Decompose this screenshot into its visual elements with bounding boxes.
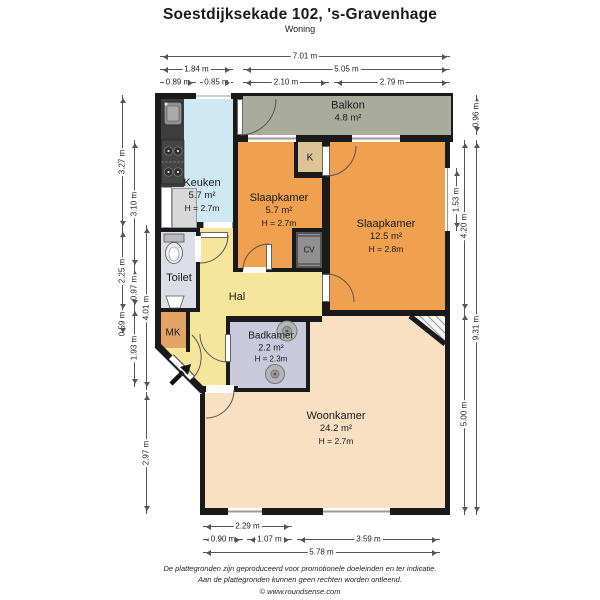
dim-top-s1: 0.89 m xyxy=(160,82,196,83)
dim-right-window: 1.53 m xyxy=(456,168,457,231)
faucet-icon xyxy=(164,102,167,105)
dim-bottom-total: 5.78 m xyxy=(203,552,440,553)
dim-bottom-s4: 3.59 m xyxy=(297,539,440,540)
disclaimer xyxy=(0,563,600,597)
dim-top-left: 1.84 m xyxy=(160,69,233,70)
dim-left-s193: 1.93 m xyxy=(134,308,135,387)
dim-top-total: 7.01 m xyxy=(160,56,450,57)
page-title: Soestdijksekade 102, 's-Gravenhage xyxy=(162,6,438,23)
room-keuken-label: Keuken 5.7 m² H = 2.7m xyxy=(183,177,221,213)
door-arc xyxy=(192,335,201,379)
disclaimer-line2: Aan de plattegronden kunnen geen rechten worden ontleend. xyxy=(198,575,402,585)
dim-right-living: 5.00 m xyxy=(464,312,465,515)
copyright: © www.roundsense.com xyxy=(259,586,341,596)
door-arc xyxy=(240,99,276,135)
door-arc xyxy=(326,146,356,176)
dim-left-kitchen-inner: 3.10 m xyxy=(134,140,135,268)
door-arc xyxy=(200,235,228,263)
dim-top-right: 5.05 m xyxy=(243,69,450,70)
dim-bottom-s3: 1.07 m xyxy=(247,539,292,540)
washbasin-icon xyxy=(266,365,285,384)
sink-basin xyxy=(167,106,179,121)
room-kast-label: K xyxy=(306,152,314,164)
basin-icon xyxy=(166,296,184,308)
dim-left-hall: 4.01 m xyxy=(146,225,147,390)
dim-left-toilet: 2.25 m xyxy=(122,229,123,312)
dim-left-living: 2.97 m xyxy=(146,392,147,514)
dim-bottom-s2: 0.90 m xyxy=(203,539,243,540)
dim-top-s2: 0.85 m xyxy=(200,82,233,83)
dim-left-kitchen: 3.27 m xyxy=(122,95,123,229)
dim-left-s097: 0.97 m xyxy=(134,268,135,308)
door-arc xyxy=(200,334,228,362)
dim-top-s3: 2.10 m xyxy=(243,82,329,83)
room-toilet-label: Toilet xyxy=(166,271,192,284)
room-slaapkamer1-label: Slaapkamer 5.7 m² H = 2.7m xyxy=(249,192,309,228)
dim-right-balcony: 0.96 m xyxy=(476,95,477,135)
dim-bottom-s1: 2.29 m xyxy=(203,526,292,527)
room-slaapkamer2-label: Slaapkamer 12.5 m² H = 2.8m xyxy=(356,218,416,254)
page-subtitle: Woning xyxy=(284,24,316,34)
room-mk-label: MK xyxy=(165,327,181,339)
door-arc xyxy=(326,274,354,302)
room-hal-label: Hal xyxy=(228,290,246,303)
room-woonkamer-label: Woonkamer 24.2 m² H = 2.7m xyxy=(306,410,366,446)
dim-top-s4: 2.79 m xyxy=(334,82,450,83)
door-arc xyxy=(206,390,234,418)
dim-right-bedroom: 4.20 m xyxy=(464,140,465,312)
door-arc xyxy=(243,244,269,270)
dim-left-s059: 0.59 m xyxy=(117,311,127,337)
disclaimer-line1: De plattegronden zijn geproduceerd voor promotionele doeleinden en ter indicatie. xyxy=(163,564,437,573)
toilet-icon xyxy=(164,234,184,264)
stove-icon xyxy=(162,140,185,184)
dim-right-total: 9.31 m xyxy=(476,140,477,515)
room-balkon-label: Balkon 4.8 m² xyxy=(331,99,365,124)
room-badkamer-label: Badkamer 2.2 m² H = 2.3m xyxy=(248,330,294,364)
cv-label: CV xyxy=(303,245,315,255)
